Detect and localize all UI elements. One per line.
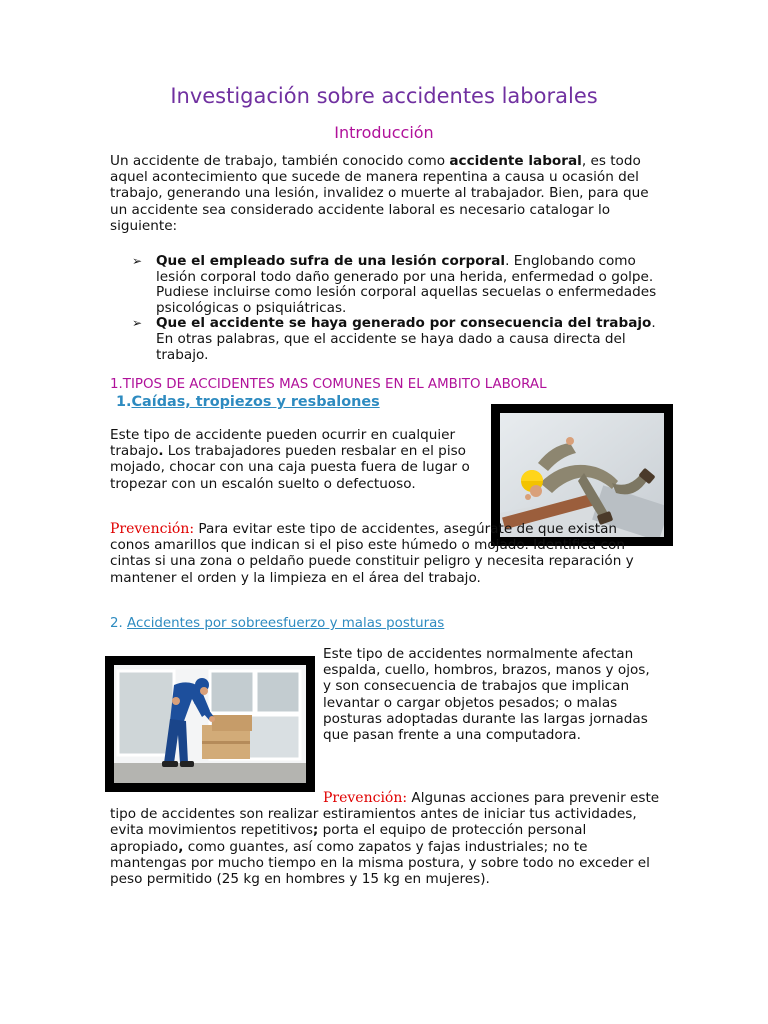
falls-text: Este tipo de accidente pueden ocurrir en cualquier trabajo [110, 427, 456, 460]
intro-paragraph [110, 153, 660, 234]
intro-bold-term: accidente laboral [449, 153, 582, 169]
page-title: Investigación sobre accidentes laborales [170, 84, 598, 108]
intro-text-rest: , es todo aquel acontecimiento que sucede de manera repentina a causa u ocasión del trabajo, generando una lesión, invalidez o muerte al trabajador. Bien, para que un accidente sea considerado accidente laboral es necesario catalogar lo siguiente: [110, 153, 649, 234]
section-subtitle: Introducción [334, 123, 434, 142]
list-item-bold: Que el empleado sufra de una lesión corporal [156, 253, 506, 269]
falls-text-bold: . [158, 443, 164, 460]
strain-prevention-paragraph [110, 790, 660, 887]
subsection-number: 2. [110, 616, 128, 631]
requirements-list [132, 254, 662, 363]
subsection-link-falls[interactable]: Caídas, tropiezos y resbalones [131, 394, 380, 410]
list-item [132, 316, 662, 363]
subsection-heading-strain[interactable] [110, 616, 444, 631]
list-item-text: . En otras palabras, que el accidente se haya dado a causa directa del trabajo. [156, 315, 656, 363]
worker-fall-illustration [500, 413, 664, 537]
list-item-bold: Que el accidente se haya generado por consecuencia del trabajo [156, 315, 652, 332]
arrow-bullet-icon: ➢ [132, 316, 143, 331]
worker-lifting-photo [105, 656, 315, 792]
subsection-heading-falls[interactable] [116, 394, 380, 410]
subsection-link-strain[interactable]: Accidentes por sobreesfuerzo y malas posturas [127, 616, 445, 631]
prevention-label: Prevención: [323, 790, 408, 806]
section-heading: 1.TIPOS DE ACCIDENTES MAS COMUNES EN EL AMBITO LABORAL [110, 377, 547, 392]
prevention-text: Algunas acciones para prevenir este tipo de accidentes son realizar estiramientos antes de iniciar tus actividades, evita movimientos repetitivos [110, 790, 660, 839]
prevention-label: Prevención: [110, 521, 195, 537]
strain-paragraph: Este tipo de accidentes normalmente afectan espalda, cuello, hombros, brazos, manos y ojos, y son consecuencia de trabajos que implican levantar o cargar objetos pesados; o malas posturas adoptadas durante las largas jornadas que pasan frente a una computadora. [323, 646, 650, 744]
arrow-bullet-icon: ➢ [132, 254, 143, 268]
list-item-text: . Englobando como lesión corporal todo daño generado por una herida, enfermedad o golpe. Pudiese incluirse como lesión corporal aquellas secuelas o enfermedades psicológicas o psiquiátricas. [156, 253, 657, 316]
prevention-text: porta el equipo de protección personal apropiado [110, 822, 587, 855]
list-item [132, 254, 662, 316]
prevention-text-bold: , [178, 838, 184, 855]
prevention-text: Para evitar este tipo de accidentes, asegúrate de que existan conos amarillos que indican si el piso este húmedo o mojado. Identifica con cintas si una zona o peldaño puede constituir peligro y necesita reparación y mantener el orden y la limpieza en el área del trabajo. [110, 521, 634, 586]
worker-lifting-illustration [114, 665, 306, 783]
falls-text-rest: Los trabajadores pueden resbalar en el piso mojado, chocar con una caja puesta fuera de lugar o tropezar con un escalón suelto o defectuoso. [110, 443, 470, 492]
intro-text: Un accidente de trabajo, también conocido como [110, 153, 450, 169]
prevention-text-bold: ; [312, 822, 319, 839]
subsection-number: 1. [116, 394, 132, 410]
prevention-text: como guantes, así como zapatos y fajas industriales; no te mantengas por mucho tiempo en la misma postura, y sobre todo no exceder el peso permitido (25 kg en hombres y 15 kg en mujeres). [110, 838, 650, 888]
falls-prevention-paragraph [110, 521, 660, 586]
falls-paragraph [110, 427, 480, 492]
